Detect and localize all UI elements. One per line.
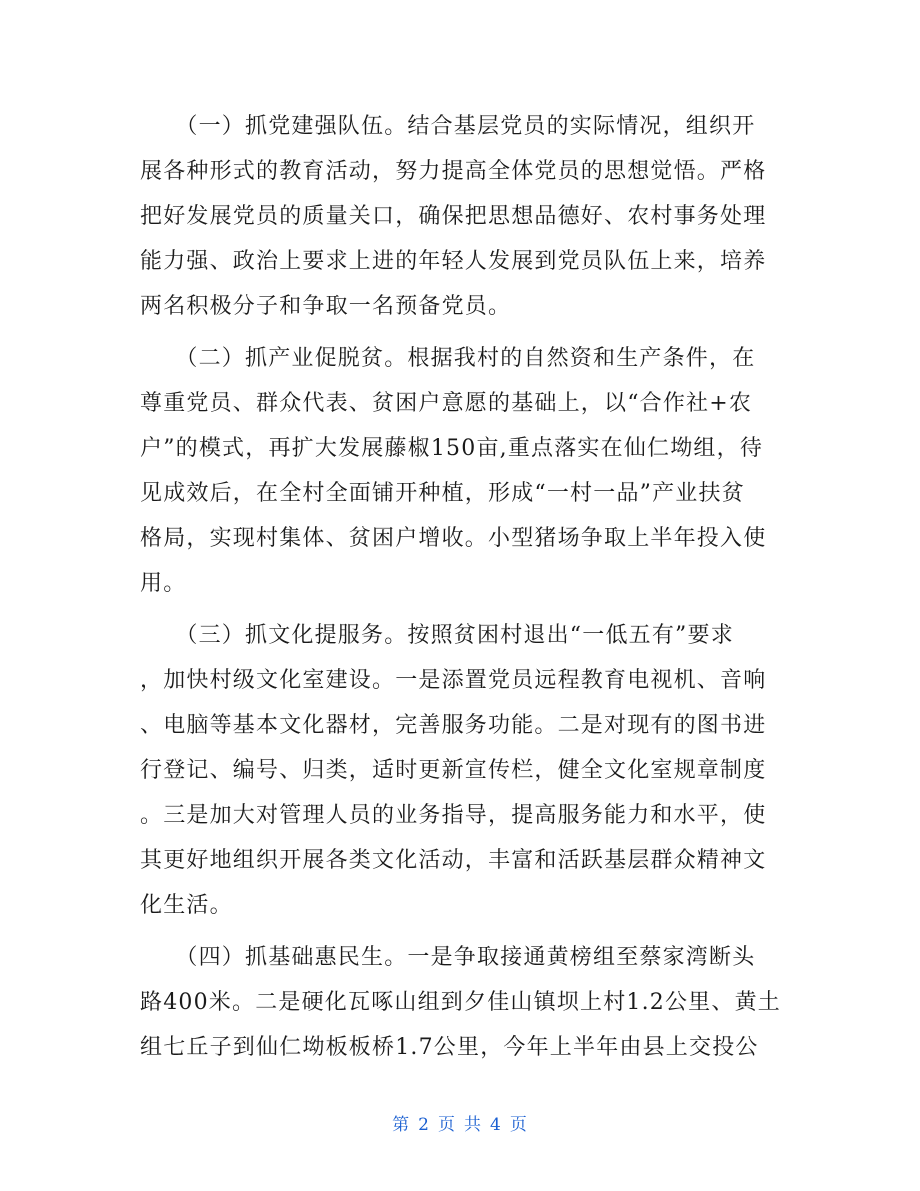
text-line: 尊重党员、群众代表、贫困户意愿的基础上，以“合作社+农: [140, 391, 753, 416]
text-line: （二）抓产业促脱贫。根据我村的自然资和生产条件，在: [140, 346, 756, 371]
footer-page-label: 页: [438, 1115, 456, 1135]
text-line: 行登记、编号、归类，适时更新宣传栏，健全文化室规章制度: [140, 758, 767, 783]
text-line: 展各种形式的教育活动，努力提高全体党员的思想觉悟。严格: [140, 159, 767, 184]
text-line: 其更好地组织开展各类文化活动，丰富和活跃基层群众精神文: [140, 848, 767, 873]
footer-total-label: 共: [464, 1115, 482, 1135]
text-line: 把好发展党员的质量关口，确保把思想品德好、农村事务处理: [140, 204, 767, 229]
text-line: 格局，实现村集体、贫困户增收。小型猪场争取上半年投入使: [140, 526, 767, 551]
footer-suffix: 页: [509, 1115, 528, 1135]
text-line: （一）抓党建强队伍。结合基层党员的实际情况，组织开: [140, 114, 756, 139]
total-page-count: 4: [490, 1115, 502, 1135]
text-line: 组七丘子到仙仁坳板板桥1.7公里，今年上半年由县上交投公: [140, 1035, 759, 1060]
text-line: 。三是加大对管理人员的业务指导，提高服务能力和水平，使: [140, 803, 767, 828]
text-line: 路400米。二是硬化瓦啄山组到夕佳山镇坝上村1.2公里、黄土: [140, 990, 781, 1015]
text-line: 化生活。: [140, 893, 233, 918]
paragraph-infrastructure: [140, 935, 780, 1070]
paragraph-party-building: [140, 104, 780, 329]
text-line: （四）抓基础惠民生。一是争取接通黄榜组至蔡家湾断头: [140, 945, 756, 970]
text-line: 能力强、政治上要求上进的年轻人发展到党员队伍上来，培养: [140, 249, 767, 274]
text-line: 两名积极分子和争取一名预备党员。: [140, 294, 512, 319]
paragraph-industry-poverty: [140, 336, 780, 606]
text-line: （三）抓文化提服务。按照贫困村退出“一低五有”要求: [140, 623, 734, 648]
current-page-number: 2: [418, 1115, 430, 1135]
text-line: 用。: [140, 571, 187, 596]
text-line: ，加快村级文化室建设。一是添置党员远程教育电视机、音响: [140, 668, 767, 693]
document-body: [140, 104, 780, 1077]
paragraph-culture-service: [140, 613, 780, 928]
text-line: 户”的模式，再扩大发展藤椒150亩,重点落实在仙仁坳组，待: [140, 436, 764, 461]
text-line: 见成效后，在全村全面铺开种植，形成“一村一品”产业扶贫: [140, 481, 745, 506]
text-line: 、电脑等基本文化器材，完善服务功能。二是对现有的图书进: [140, 713, 767, 738]
page-number-footer: [0, 1110, 920, 1135]
footer-prefix: 第: [392, 1115, 411, 1135]
